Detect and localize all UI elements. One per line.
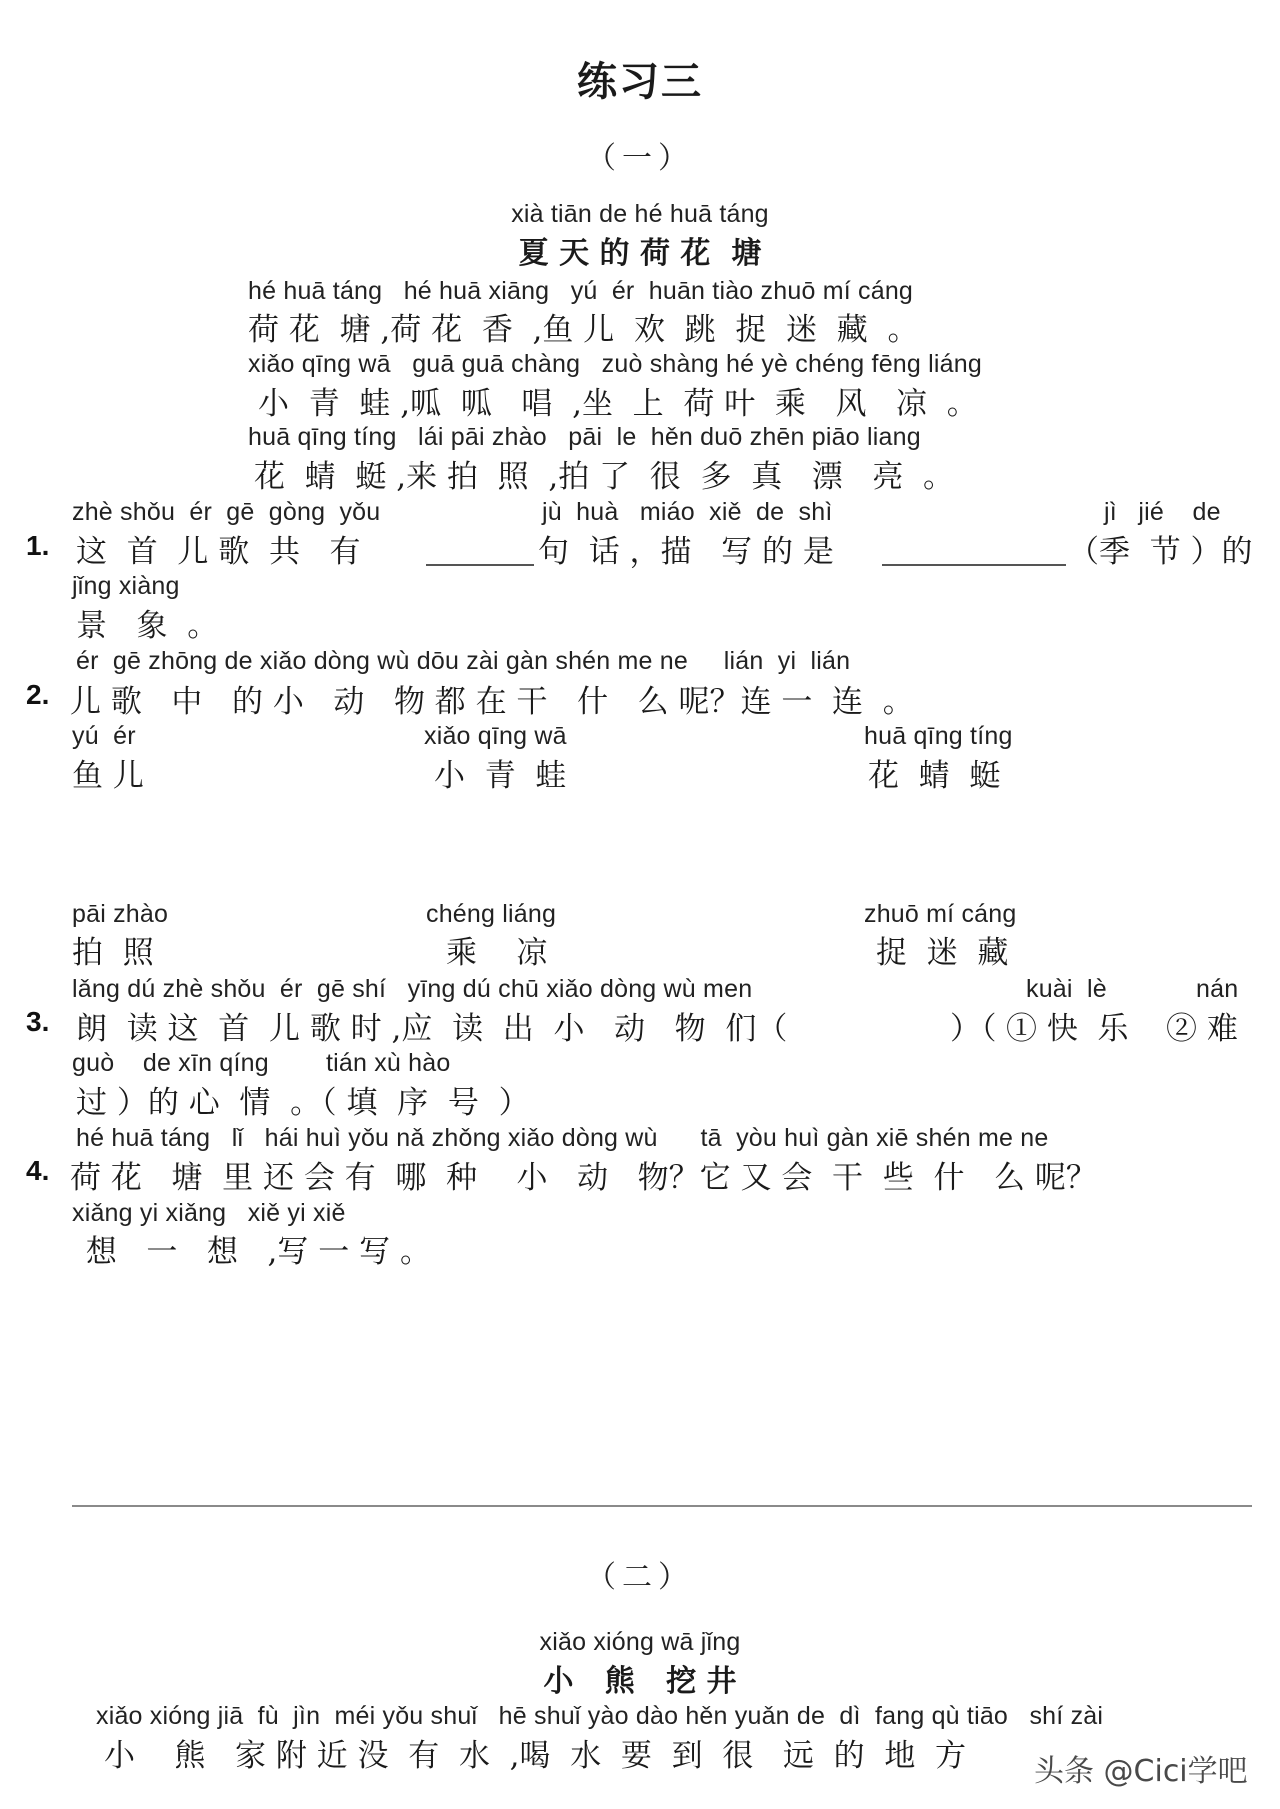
poem-line-1-text: 荷 花 塘 ,荷 花 香 ,鱼 儿 欢 跳 捉 迷 藏 。 — [248, 312, 919, 348]
q3-pinyin-opt1: kuài lè — [1026, 975, 1107, 1003]
action-1-text[interactable]: 拍 照 — [72, 935, 154, 971]
poem-line-1-pinyin: hé huā táng hé huā xiāng yú ér huān tiào zhuō mí cáng — [248, 277, 914, 305]
q1-text-d: 景 象 。 — [76, 608, 219, 644]
story-title-pinyin: xiǎo xióng wā jǐng — [539, 1628, 741, 1656]
q3-text-a: 朗 读 这 首 儿 歌 时 ,应 读 出 小 动 物 们（ — [76, 1011, 788, 1047]
animal-1-text[interactable]: 鱼 儿 — [72, 758, 144, 794]
animal-1-pinyin: yú ér — [72, 722, 136, 750]
q1-pinyin-a: zhè shǒu ér gē gòng yǒu — [72, 498, 381, 526]
poem-title: 夏 天 的 荷 花 塘 — [518, 236, 762, 271]
q3-option-2: ② 难 — [1166, 1011, 1238, 1047]
q1-pinyin-d: jǐng xiàng — [72, 572, 180, 600]
q2-pinyin: ér gē zhōng de xiǎo dòng wù dōu zài gàn shén me ne lián yi lián — [76, 647, 851, 675]
story-title: 小 熊 挖 井 — [543, 1664, 737, 1699]
action-2-text[interactable]: 乘 凉 — [446, 935, 548, 971]
story-line-1-pinyin: xiǎo xióng jiā fù jìn méi yǒu shuǐ hē shuǐ yào dào hěn yuǎn de dì fang qù tiāo shí zài — [96, 1702, 1104, 1730]
q4-pinyin-a: hé huā táng lǐ hái huì yǒu nǎ zhǒng xiǎo dòng wù tā yòu huì gàn xiē shén me ne — [76, 1124, 1049, 1152]
q1-pinyin-c: jì jié de — [1104, 498, 1221, 526]
q3-option-1: ① 快 乐 — [1006, 1011, 1129, 1047]
q1-number: 1. — [26, 530, 50, 561]
q1-blank-season[interactable] — [882, 564, 1066, 566]
q2-text: 儿 歌 中 的 小 动 物 都 在 干 什 么 呢？连 一 连 。 — [70, 684, 914, 720]
page-title: 练习三 — [577, 58, 703, 105]
q1-blank-sentence-count[interactable] — [426, 564, 534, 566]
poem-line-3-pinyin: huā qīng tíng lái pāi zhào pāi le hěn duō zhēn piāo liang — [248, 423, 921, 451]
q1-pinyin-b: jù huà miáo xiě de shì — [542, 498, 833, 526]
q1-text-a: 这 首 儿 歌 共 有 — [76, 534, 361, 570]
animal-2-text[interactable]: 小 青 蛙 — [434, 758, 567, 794]
action-2-pinyin: chéng liáng — [426, 900, 557, 928]
section-number-2: （二） — [586, 1560, 694, 1595]
q4-text-b: 想 一 想 ,写 一 写 。 — [76, 1234, 431, 1270]
action-3-text[interactable]: 捉 迷 藏 — [876, 935, 1009, 971]
q3-answer-blank[interactable] — [880, 1003, 956, 1039]
q3-pinyin-opt2: nán — [1196, 975, 1239, 1003]
q4-number: 4. — [26, 1155, 50, 1186]
animal-2-pinyin: xiǎo qīng wā — [424, 722, 567, 750]
poem-line-2-pinyin: xiǎo qīng wā guā guā chàng zuò shàng hé yè chéng fēng liáng — [248, 350, 982, 378]
poem-line-2-text: 小 青 蛙 ,呱 呱 唱 ,坐 上 荷 叶 乘 风 凉 。 — [258, 386, 978, 422]
q3-text-b: 过 ）的 心 情 。（ 填 序 号 ） — [76, 1085, 530, 1121]
action-1-pinyin: pāi zhào — [72, 900, 169, 928]
q3-pinyin-b: guò de xīn qíng tián xù hào — [72, 1049, 451, 1077]
poem-title-pinyin: xià tiān de hé huā táng — [511, 200, 769, 228]
watermark: 头条 @Cici学吧 — [1034, 1754, 1248, 1789]
q4-text-a: 荷 花 塘 里 还 会 有 哪 种 小 动 物？它 又 会 干 些 什 么 呢？ — [70, 1160, 1097, 1196]
animal-3-pinyin: huā qīng tíng — [864, 722, 1013, 750]
story-line-1-text: 小 熊 家 附 近 没 有 水 ,喝 水 要 到 很 远 的 地 方 — [104, 1738, 967, 1774]
q3-number: 3. — [26, 1006, 50, 1037]
animal-3-text[interactable]: 花 蜻 蜓 — [868, 758, 1001, 794]
q2-number: 2. — [26, 679, 50, 710]
action-3-pinyin: zhuō mí cáng — [864, 900, 1017, 928]
q1-text-c: （季 节 ）的 — [1068, 534, 1253, 570]
q4-pinyin-b: xiǎng yi xiǎng xiě yi xiě — [72, 1199, 346, 1227]
poem-line-3-text: 花 蜻 蜓 ,来 拍 照 ,拍 了 很 多 真 漂 亮 。 — [254, 459, 955, 495]
section-number-1: （一） — [586, 141, 694, 176]
section-divider — [72, 1505, 1252, 1507]
q3-pinyin-a: lǎng dú zhè shǒu ér gē shí yīng dú chū xiǎo dòng wù men — [72, 975, 753, 1003]
q3-paren-close: ）（ — [950, 1011, 997, 1047]
q1-text-b: 句 话 ，描 写 的 是 — [538, 534, 834, 570]
